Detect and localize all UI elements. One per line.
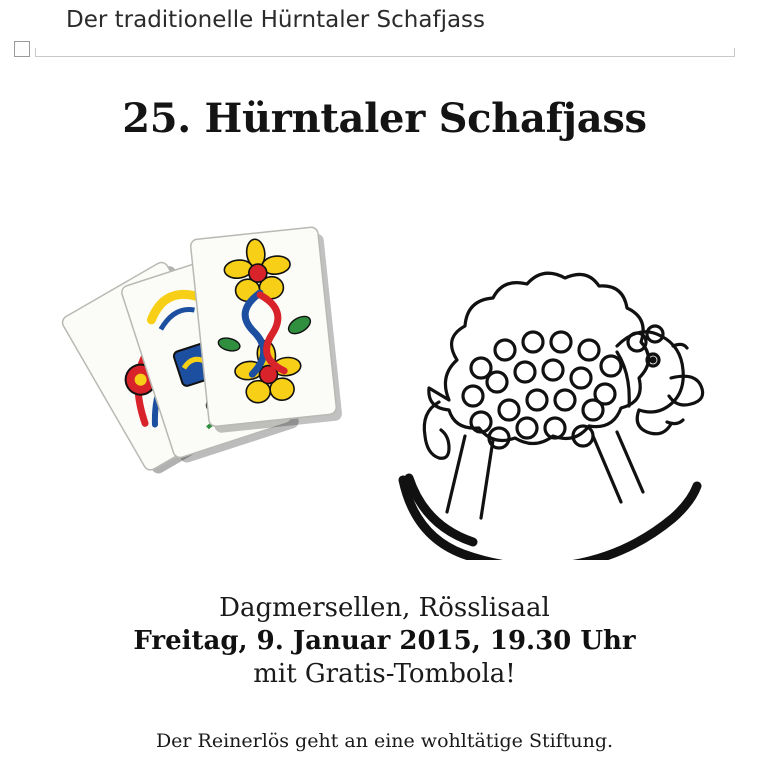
poster-footnote: Der Reinerlös geht an eine wohltätige Stiftung. [155,730,614,752]
event-details [0,592,769,690]
header-divider [35,48,735,57]
rocking-sheep-image [385,250,715,560]
event-extra: mit Gratis-Tombola! [253,659,516,689]
event-datetime: Freitag, 9. Januar 2015, 19.30 Uhr [133,626,636,656]
playing-cards-image [40,200,400,520]
document-header [0,0,769,62]
poster-illustration [0,190,769,580]
event-venue: Dagmersellen, Rösslisaal [219,593,550,623]
select-document-checkbox[interactable] [14,41,30,57]
page-title: 25. Hürntaler Schafjass [122,95,647,142]
document-title: Der traditionelle Hürntaler Schafjass [66,7,486,33]
